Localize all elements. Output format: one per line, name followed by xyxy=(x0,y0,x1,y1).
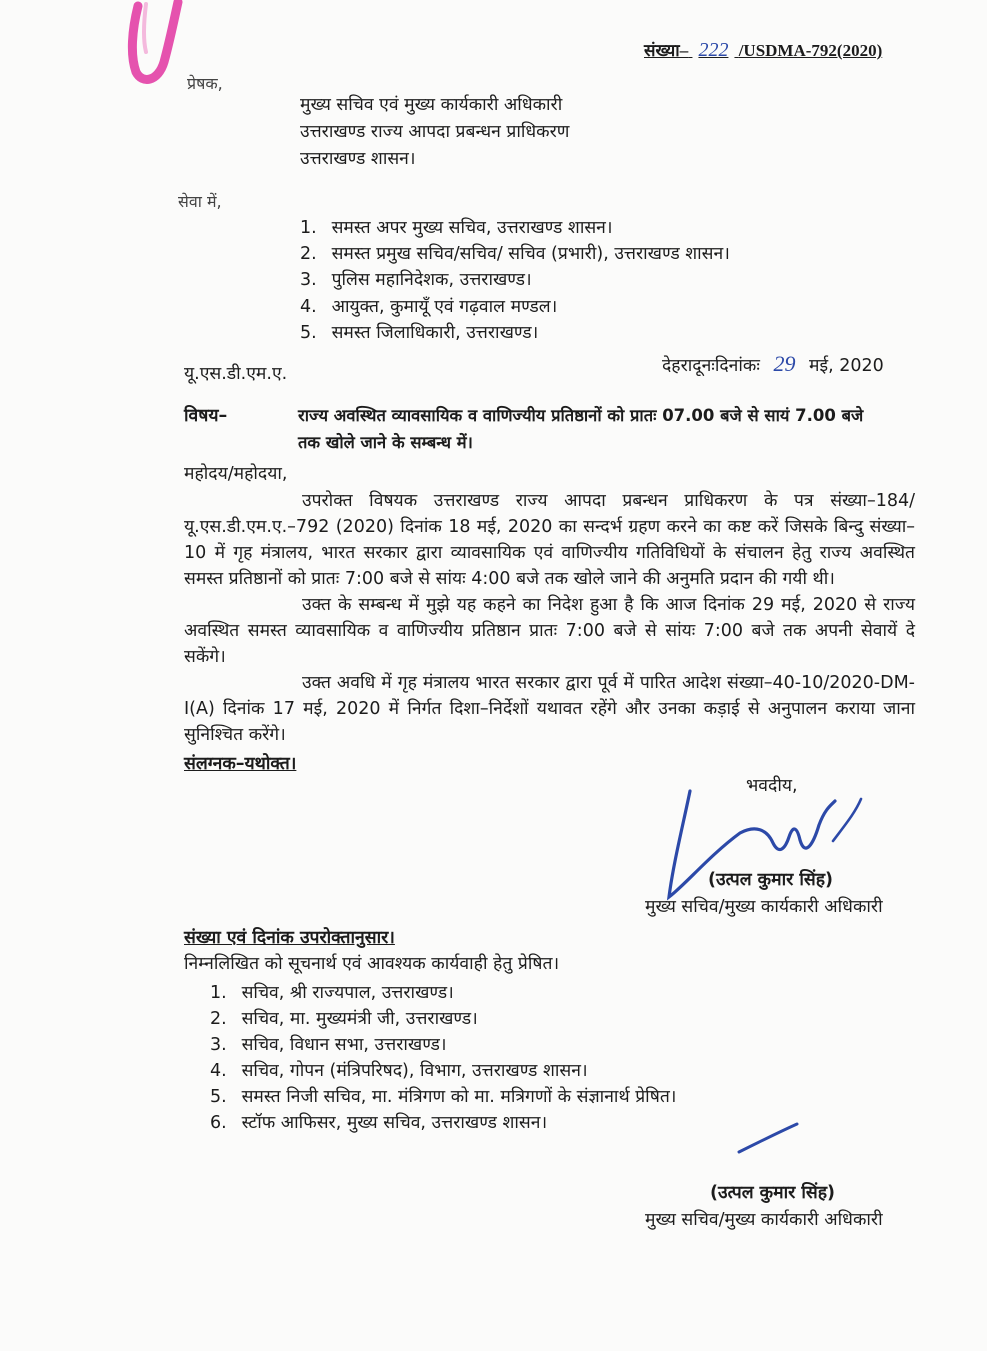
recipient-item xyxy=(300,215,613,239)
sender-label: प्रेषक, xyxy=(187,74,223,93)
reference-handwritten-number: 222 xyxy=(698,39,729,61)
copy-text: स्टॉफ आफिसर, मुख्य सचिव, उत्तराखण्ड शासन। xyxy=(241,1113,548,1133)
recipient-item xyxy=(300,241,730,265)
copy-item xyxy=(210,1006,478,1030)
copy-item xyxy=(210,980,454,1004)
recipient-number: 4. xyxy=(300,297,317,317)
signatory-name-2: (उत्पल कुमार सिंह) xyxy=(710,1183,836,1203)
copy-item xyxy=(210,1058,588,1082)
recipient-item xyxy=(300,267,532,291)
recipient-number: 1. xyxy=(300,218,317,238)
copy-heading: संख्या एवं दिनांक उपरोक्तानुसार। xyxy=(184,928,395,948)
sender-line: उत्तराखण्ड शासन। xyxy=(300,149,416,169)
copy-number: 3. xyxy=(210,1035,227,1055)
copy-text: सचिव, मा. मुख्यमंत्री जी, उत्तराखण्ड। xyxy=(241,1009,478,1029)
date-handwritten-day: 29 xyxy=(773,351,796,376)
copy-text: सचिव, विधान सभा, उत्तराखण्ड। xyxy=(241,1035,447,1055)
copy-number: 2. xyxy=(210,1009,227,1029)
body-paragraph: उक्त अवधि में गृह मंत्रालय भारत सरकार द्वारा पूर्व में पारित आदेश संख्या–40-10/2020-DM-I(A) दिनांक 17 मई, 2020 में निर्गत दिशा–निर्देशों यथावत रहेंगे और उनका कड़ाई से अनुपालन कराया जाना सुनिश्चित करेंगे। xyxy=(184,673,915,745)
copy-number: 4. xyxy=(210,1061,227,1081)
copy-text: सचिव, गोपन (मंत्रिपरिषद), विभाग, उत्तराखण्ड शासन। xyxy=(241,1061,588,1081)
paper-clip-icon xyxy=(118,0,188,90)
copy-item xyxy=(210,1032,447,1056)
signatory-title-2: मुख्य सचिव/मुख्य कार्यकारी अधिकारी xyxy=(645,1210,883,1230)
department-code: यू.एस.डी.एम.ए. xyxy=(184,364,288,384)
body-paragraphs xyxy=(184,488,915,748)
recipient-text: आयुक्त, कुमायूँ एवं गढ़वाल मण्डल। xyxy=(331,297,558,317)
copy-number: 1. xyxy=(210,983,227,1003)
recipient-number: 3. xyxy=(300,270,317,290)
recipient-item xyxy=(300,320,538,344)
recipient-text: समस्त जिलाधिकारी, उत्तराखण्ड। xyxy=(331,323,539,343)
subject-label: विषय– xyxy=(184,406,228,426)
date-line xyxy=(662,352,884,378)
reference-suffix: /USDMA-792(2020) xyxy=(738,41,883,60)
copy-item xyxy=(210,1084,676,1108)
sender-line: उत्तराखण्ड राज्य आपदा प्रबन्धन प्राधिकरण xyxy=(300,122,570,142)
recipient-item xyxy=(300,294,557,318)
signatory-title: मुख्य सचिव/मुख्य कार्यकारी अधिकारी xyxy=(645,897,883,917)
handwritten-initials xyxy=(735,1118,805,1158)
copy-text: समस्त निजी सचिव, मा. मंत्रिगण को मा. मत्रिगणों के संज्ञानार्थ प्रेषित। xyxy=(241,1087,677,1107)
copy-text: सचिव, श्री राज्यपाल, उत्तराखण्ड। xyxy=(241,983,454,1003)
subject-line: तक खोले जाने के सम्बन्ध में। xyxy=(298,433,473,452)
reference-number xyxy=(644,38,882,62)
recipient-text: समस्त अपर मुख्य सचिव, उत्तराखण्ड शासन। xyxy=(331,218,613,238)
enclosure-note: संलग्नक–यथोक्त। xyxy=(184,754,297,774)
closing: भवदीय, xyxy=(746,776,798,796)
recipient-text: समस्त प्रमुख सचिव/सचिव/ सचिव (प्रभारी), उत्तराखण्ड शासन। xyxy=(331,244,730,264)
copy-number: 5. xyxy=(210,1087,227,1107)
reference-label: संख्या– xyxy=(644,41,689,60)
recipient-number: 5. xyxy=(300,323,317,343)
body-paragraph: उक्त के सम्बन्ध में मुझे यह कहने का निदेश हुआ है कि आज दिनांक 29 मई, 2020 से राज्य अवस्थित समस्त व्यावसायिक व वाणिज्यीय प्रतिष्ठान प्रातः 7:00 बजे से सांयः 7:00 बजे तक अपनी सेवायें दे सकेंगे। xyxy=(184,595,915,667)
signatory-name: (उत्पल कुमार सिंह) xyxy=(708,870,834,890)
salutation: महोदय/महोदया, xyxy=(184,464,288,484)
body-paragraph: उपरोक्त विषयक उत्तराखण्ड राज्य आपदा प्रबन्धन प्राधिकरण के पत्र संख्या–184/यू.एस.डी.एम.ए.–792 (2020) दिनांक 18 मई, 2020 का सन्दर्भ ग्रहण करने का कष्ट करें जिसके बिन्दु संख्या–10 में गृह मंत्रालय, भारत सरकार द्वारा व्यावसायिक एवं वाणिज्यीय गतिविधियों के संचालन हेतु राज्य अवस्थित समस्त प्रतिष्ठानों को प्रातः 7:00 बजे से सांयः 4:00 बजे तक खोले जाने की अनुमति प्रदान की गयी थी। xyxy=(184,491,915,589)
recipient-number: 2. xyxy=(300,244,317,264)
subject-line: राज्य अवस्थित व्यावसायिक व वाणिज्यीय प्रतिष्ठानों को प्रातः 07.00 बजे से सायं 7.00 बजे xyxy=(298,406,864,425)
date-rest: मई, 2020 xyxy=(809,356,884,376)
copy-item xyxy=(210,1110,547,1134)
copy-intro: निम्नलिखित को सूचनार्थ एवं आवश्यक कार्यवाही हेतु प्रेषित। xyxy=(184,954,560,974)
to-label: सेवा में, xyxy=(178,192,222,211)
copy-number: 6. xyxy=(210,1113,227,1133)
sender-line: मुख्य सचिव एवं मुख्य कार्यकारी अधिकारी xyxy=(300,95,563,115)
recipient-text: पुलिस महानिदेशक, उत्तराखण्ड। xyxy=(331,270,532,290)
date-label: देहरादूनःदिनांकः xyxy=(662,356,760,376)
